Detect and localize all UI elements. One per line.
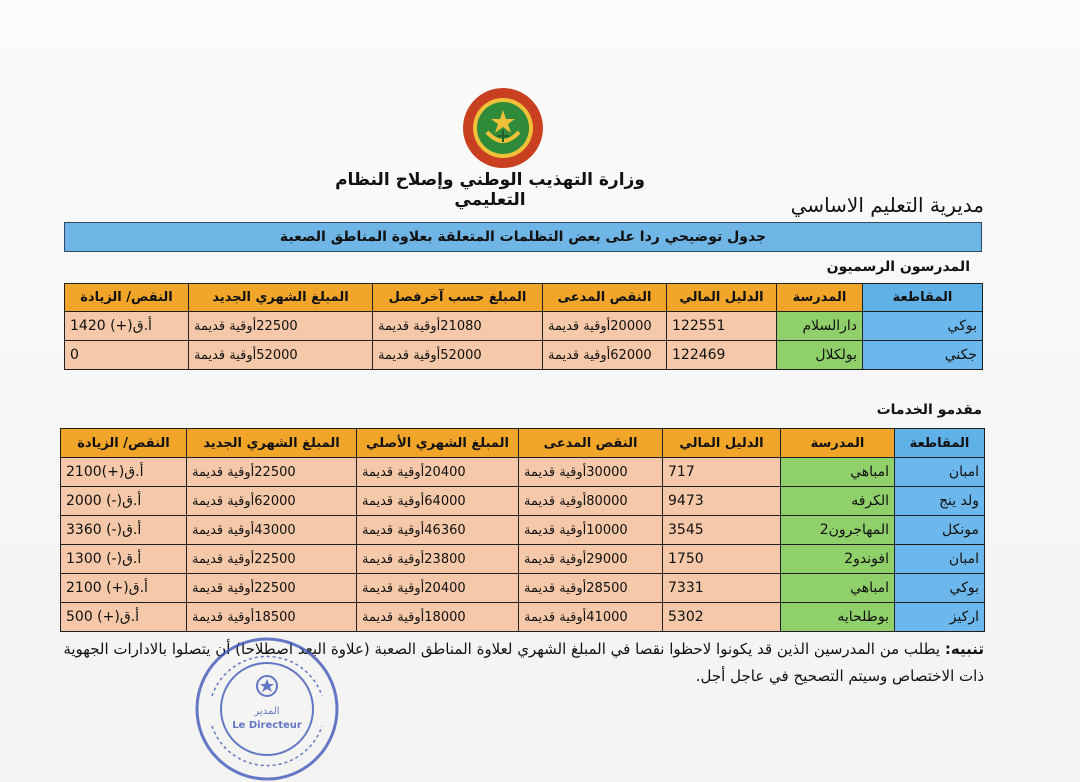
- table-row: [65, 312, 983, 341]
- official-stamp-icon: [194, 636, 340, 782]
- table-header-row: [61, 429, 985, 458]
- service-providers-table: [60, 428, 985, 632]
- table-row: [61, 574, 985, 603]
- column-header: النقص/ الزيادة: [61, 429, 187, 458]
- claimed-amount-cell: 80000أوقية قديمة: [519, 487, 663, 516]
- national-emblem-icon: [461, 86, 545, 170]
- new-amount-cell: 22500أوقية قديمة: [187, 545, 357, 574]
- column-header: المبلغ الشهري الأصلي: [357, 429, 519, 458]
- table-row: [61, 545, 985, 574]
- official-teachers-table: [64, 283, 983, 370]
- claimed-amount-cell: 28500أوقية قديمة: [519, 574, 663, 603]
- difference-cell: أ.ق(-) 1300: [61, 545, 187, 574]
- original-amount-cell: 23800أوقية قديمة: [357, 545, 519, 574]
- column-header: المدرسة: [781, 429, 895, 458]
- original-amount-cell: 18000أوقية قديمة: [357, 603, 519, 632]
- difference-cell: 0: [65, 341, 189, 370]
- new-amount-cell: 22500أوقية قديمة: [187, 458, 357, 487]
- school-cell: افوندو2: [781, 545, 895, 574]
- claimed-amount-cell: 41000أوقية قديمة: [519, 603, 663, 632]
- column-header: المبلغ الشهري الجديد: [189, 284, 373, 312]
- region-cell: جكني: [863, 341, 983, 370]
- difference-cell: أ.ق(+) 500: [61, 603, 187, 632]
- new-amount-cell: 18500أوقية قديمة: [187, 603, 357, 632]
- table-row: [65, 341, 983, 370]
- financial-code-cell: 5302: [663, 603, 781, 632]
- new-amount-cell: 43000أوقية قديمة: [187, 516, 357, 545]
- original-amount-cell: 20400أوقية قديمة: [357, 458, 519, 487]
- financial-code-cell: 717: [663, 458, 781, 487]
- column-header: النقص/ الزيادة: [65, 284, 189, 312]
- financial-code-cell: 7331: [663, 574, 781, 603]
- table-row: [61, 516, 985, 545]
- table-row: [61, 603, 985, 632]
- section-label-contract: مقدمو الخدمات: [876, 402, 982, 418]
- difference-cell: أ.ق(-) 3360: [61, 516, 187, 545]
- school-cell: بوطلحايه: [781, 603, 895, 632]
- claimed-amount-cell: 62000أوقية قديمة: [543, 341, 667, 370]
- claimed-amount-cell: 20000أوقية قديمة: [543, 312, 667, 341]
- table-row: [61, 458, 985, 487]
- column-header: النقص المدعى: [543, 284, 667, 312]
- region-cell: امبان: [895, 545, 985, 574]
- table-row: [61, 487, 985, 516]
- difference-cell: أ.ق(+) 2100: [61, 574, 187, 603]
- column-header: المدرسة: [777, 284, 863, 312]
- column-header: الدليل المالي: [667, 284, 777, 312]
- region-cell: بوكي: [895, 574, 985, 603]
- school-cell: امباهي: [781, 458, 895, 487]
- new-amount-cell: 22500أوقية قديمة: [187, 574, 357, 603]
- notice-label: تنبيه:: [944, 640, 984, 658]
- column-header: المقاطعة: [863, 284, 983, 312]
- financial-code-cell: 9473: [663, 487, 781, 516]
- directorate-name: مديرية التعليم الاساسي: [790, 193, 984, 217]
- financial-code-cell: 3545: [663, 516, 781, 545]
- document-title-text: جدول توضيحي ردا على بعض التظلمات المتعلقة بعلاوة المناطق الصعبة: [279, 229, 767, 245]
- section-label-official: المدرسون الرسميون: [826, 259, 970, 275]
- school-cell: بولكلال: [777, 341, 863, 370]
- original-amount-cell: 64000أوقية قديمة: [357, 487, 519, 516]
- school-cell: المهاجرون2: [781, 516, 895, 545]
- difference-cell: أ.ق(-) 2000: [61, 487, 187, 516]
- school-cell: الكرفه: [781, 487, 895, 516]
- original-amount-cell: 46360أوقية قديمة: [357, 516, 519, 545]
- column-header: المبلغ حسب آخرفصل: [373, 284, 543, 312]
- table-header-row: [65, 284, 983, 312]
- stamp-title-ar: المدير: [254, 706, 280, 717]
- claimed-amount-cell: 29000أوقية قديمة: [519, 545, 663, 574]
- region-cell: امبان: [895, 458, 985, 487]
- difference-cell: أ.ق(+) 1420: [65, 312, 189, 341]
- region-cell: مونكل: [895, 516, 985, 545]
- original-amount-cell: 20400أوقية قديمة: [357, 574, 519, 603]
- school-cell: دارالسلام: [777, 312, 863, 341]
- difference-cell: أ.ق(+)2100: [61, 458, 187, 487]
- financial-code-cell: 122551: [667, 312, 777, 341]
- last-term-amount-cell: 52000أوقية قديمة: [373, 341, 543, 370]
- notice-text: يطلب من المدرسين الذين قد يكونوا لاحظوا نقصا في المبلغ الشهري لعلاوة المناطق الصعبة (علاوة البعد اصطلاحا) أن يتصلوا بالادارات الجهوية ذات الاختصاص وسيتم التصحيح في عاجل أجل.: [63, 640, 984, 685]
- column-header: الدليل المالي: [663, 429, 781, 458]
- region-cell: ولد ينج: [895, 487, 985, 516]
- stamp-title-fr: Le Directeur: [232, 720, 302, 731]
- region-cell: اركيز: [895, 603, 985, 632]
- region-cell: بوكي: [863, 312, 983, 341]
- financial-code-cell: 122469: [667, 341, 777, 370]
- claimed-amount-cell: 30000أوقية قديمة: [519, 458, 663, 487]
- financial-code-cell: 1750: [663, 545, 781, 574]
- last-term-amount-cell: 21080أوقية قديمة: [373, 312, 543, 341]
- ministry-name: وزارة التهذيب الوطني وإصلاح النظام التعليمي: [335, 170, 645, 210]
- column-header: النقص المدعى: [519, 429, 663, 458]
- document-title: [64, 222, 982, 252]
- column-header: المبلغ الشهري الجديد: [187, 429, 357, 458]
- new-amount-cell: 22500أوقية قديمة: [189, 312, 373, 341]
- school-cell: امباهي: [781, 574, 895, 603]
- column-header: المقاطعة: [895, 429, 985, 458]
- claimed-amount-cell: 10000أوقية قديمة: [519, 516, 663, 545]
- new-amount-cell: 52000أوقية قديمة: [189, 341, 373, 370]
- new-amount-cell: 62000أوقية قديمة: [187, 487, 357, 516]
